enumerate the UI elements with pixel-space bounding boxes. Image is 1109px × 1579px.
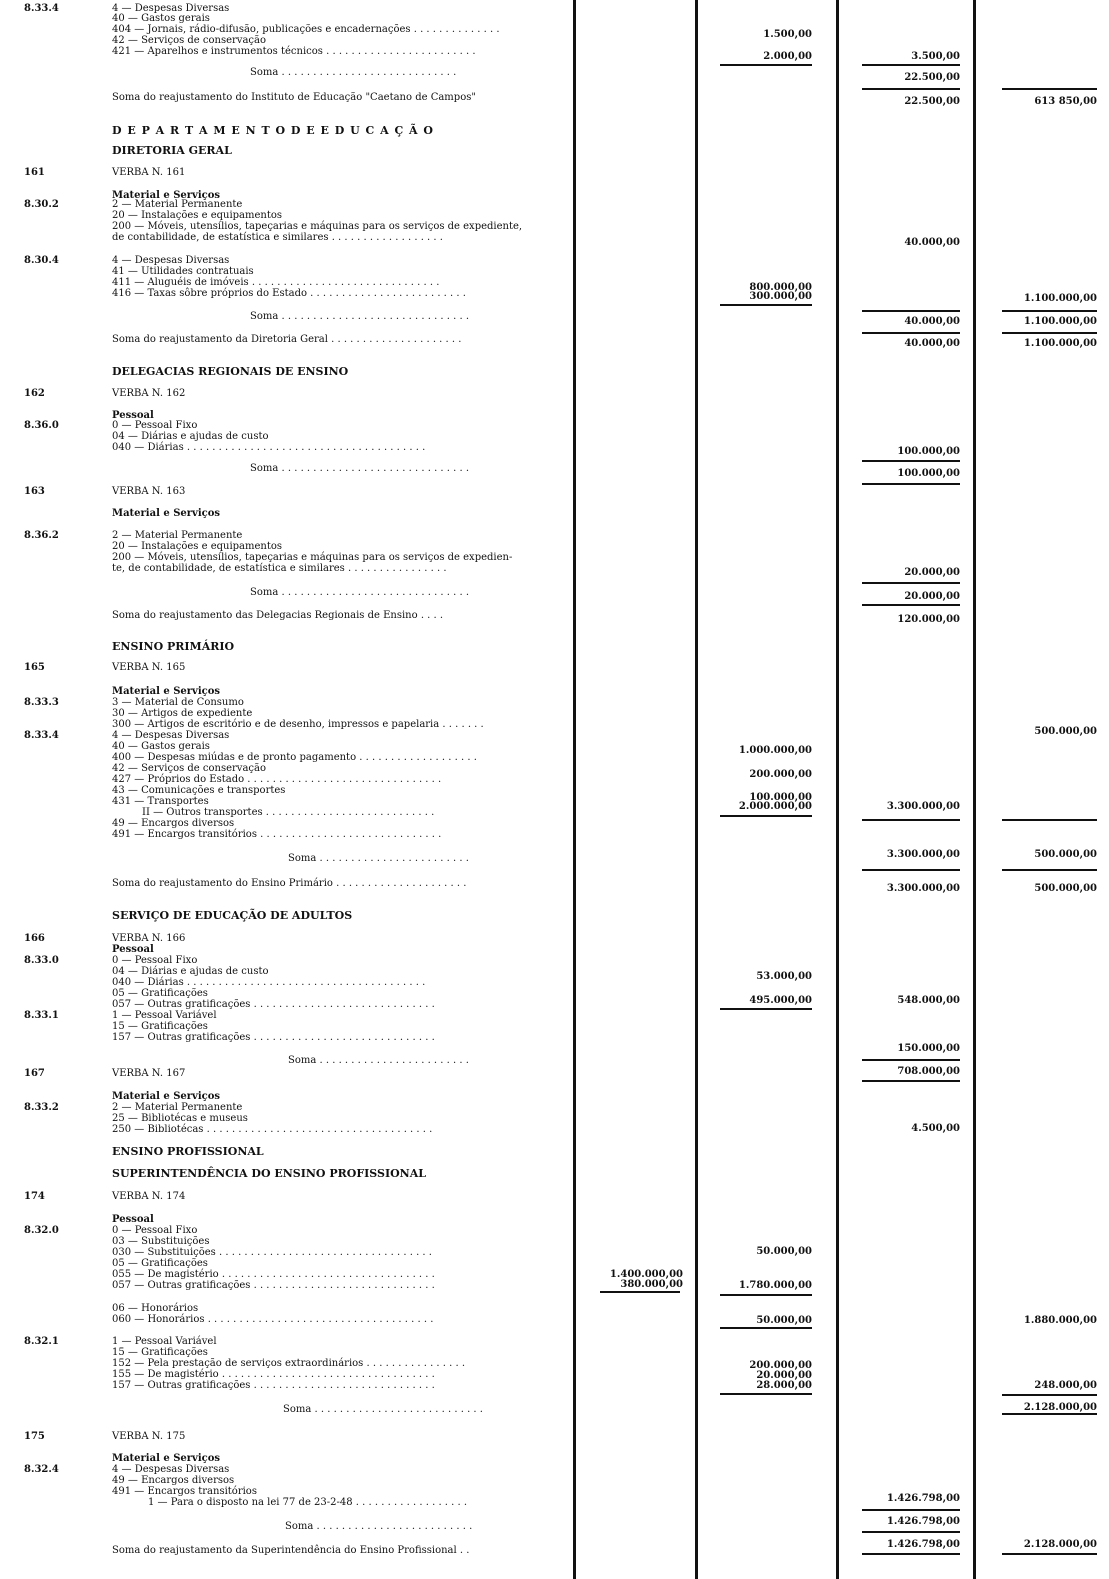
sum-rule [862, 1531, 960, 1533]
section-heading: SERVIÇO DE EDUCAÇÃO DE ADULTOS [112, 909, 353, 922]
budget-line: te, de contabilidade, de estatística e similares . . . . . . . . . . . . . . . . [112, 563, 447, 574]
account-code: 161 [24, 167, 45, 178]
budget-line: 2 — Material Permanente [112, 199, 243, 210]
budget-line: 250 — Bibliotécas . . . . . . . . . . . . . . . . . . . . . . . . . . . . . . . . . . . . [112, 1124, 433, 1135]
account-code: 175 [24, 1431, 45, 1442]
budget-line: 40 — Gastos gerais [112, 13, 210, 24]
budget-line: 411 — Aluguéis de imóveis . . . . . . . . . . . . . . . . . . . . . . . . . . . . . . [112, 277, 440, 288]
sum-rule [1002, 819, 1097, 821]
budget-line: 4 — Despesas Diversas [112, 1464, 230, 1475]
account-code: 166 [24, 933, 45, 944]
sum-rule [1002, 310, 1097, 312]
sum-rule [862, 88, 960, 90]
budget-line: 4 — Despesas Diversas [112, 3, 230, 14]
amount-value: 800.000,00 [749, 282, 812, 293]
budget-line: 060 — Honorários . . . . . . . . . . . . . . . . . . . . . . . . . . . . . . . . . . . . [112, 1314, 434, 1325]
budget-line: Soma do reajustamento da Diretoria Geral . . . . . . . . . . . . . . . . . . . . . [112, 334, 462, 345]
amount-value: 40.000,00 [904, 316, 960, 327]
amount-value: 1.100.000,00 [1023, 338, 1097, 349]
budget-line: 157 — Outras gratificações . . . . . . . . . . . . . . . . . . . . . . . . . . . . . [112, 1380, 435, 1391]
budget-line: 421 — Aparelhos e instrumentos técnicos . . . . . . . . . . . . . . . . . . . . . . . . [112, 46, 476, 57]
budget-line: Soma do reajustamento das Delegacias Regionais de Ensino . . . . [112, 610, 444, 621]
budget-line: Soma . . . . . . . . . . . . . . . . . . . . . . . . . . . . . . [250, 463, 470, 474]
amount-value: 1.426.798,00 [886, 1516, 960, 1527]
budget-line: 40 — Gastos gerais [112, 741, 210, 752]
section-heading: ENSINO PRIMÁRIO [112, 640, 235, 653]
budget-line: 2 — Material Permanente [112, 1102, 243, 1113]
sum-rule [1002, 1553, 1097, 1555]
account-code: 163 [24, 486, 45, 497]
column-divider-3 [836, 0, 839, 1579]
sum-rule [720, 1008, 812, 1010]
budget-line: 057 — Outras gratificações . . . . . . . . . . . . . . . . . . . . . . . . . . . . . [112, 1280, 435, 1291]
budget-line: 15 — Gratificações [112, 1347, 208, 1358]
budget-line: 03 — Substituições [112, 1236, 210, 1247]
amount-value: 22.500,00 [904, 96, 960, 107]
account-code: 8.33.4 [24, 730, 59, 741]
budget-line: Material e Serviços [112, 1091, 221, 1102]
sum-rule [1002, 869, 1097, 871]
budget-line: 1 — Pessoal Variável [112, 1010, 217, 1021]
budget-line: 05 — Gratificações [112, 1258, 208, 1269]
sum-rule [862, 483, 960, 485]
sum-rule [720, 1393, 812, 1395]
amount-value: 1.000.000,00 [738, 745, 812, 756]
budget-line: VERBA N. 162 [112, 388, 186, 399]
section-heading: SUPERINTENDÊNCIA DO ENSINO PROFISSIONAL [112, 1167, 426, 1180]
budget-line: 055 — De magistério . . . . . . . . . . . . . . . . . . . . . . . . . . . . . . . . . . [112, 1269, 435, 1280]
budget-line: 05 — Gratificações [112, 988, 208, 999]
budget-line: 040 — Diárias . . . . . . . . . . . . . . . . . . . . . . . . . . . . . . . . . . . . . . [112, 442, 426, 453]
amount-value: 495.000,00 [749, 995, 812, 1006]
sum-rule [720, 304, 812, 306]
budget-line: II — Outros transportes . . . . . . . . . . . . . . . . . . . . . . . . . . . [142, 807, 435, 818]
account-code: 8.36.2 [24, 530, 59, 541]
sum-rule [720, 64, 812, 66]
amount-value: 50.000,00 [756, 1315, 812, 1326]
budget-line: 040 — Diárias . . . . . . . . . . . . . . . . . . . . . . . . . . . . . . . . . . . . . . [112, 977, 426, 988]
budget-line: 3 — Material de Consumo [112, 697, 244, 708]
budget-line: Material e Serviços [112, 1453, 221, 1464]
amount-value: 40.000,00 [904, 338, 960, 349]
sum-rule [862, 819, 960, 821]
budget-line: 0 — Pessoal Fixo [112, 420, 198, 431]
account-code: 8.30.2 [24, 199, 59, 210]
amount-value: 3.300.000,00 [886, 849, 960, 860]
budget-line: VERBA N. 166 [112, 933, 186, 944]
account-code: 8.32.1 [24, 1336, 59, 1347]
budget-line: 20 — Instalações e equipamentos [112, 541, 283, 552]
column-divider-4 [973, 0, 976, 1579]
amount-value: 1.880.000,00 [1023, 1315, 1097, 1326]
budget-line: 1 — Pessoal Variável [112, 1336, 217, 1347]
budget-line: 4 — Despesas Diversas [112, 730, 230, 741]
amount-value: 708.000,00 [897, 1066, 960, 1077]
budget-line: VERBA N. 165 [112, 662, 186, 673]
budget-line: 155 — De magistério . . . . . . . . . . . . . . . . . . . . . . . . . . . . . . . . . . [112, 1369, 435, 1380]
amount-value: 2.000.000,00 [738, 801, 812, 812]
account-code: 8.33.1 [24, 1010, 59, 1021]
section-heading: DIRETORIA GERAL [112, 144, 232, 157]
sum-rule [862, 332, 960, 334]
amount-value: 3.300.000,00 [886, 883, 960, 894]
budget-line: 25 — Bibliotécas e museus [112, 1113, 248, 1124]
budget-line: 30 — Artigos de expediente [112, 708, 253, 719]
budget-line: Soma . . . . . . . . . . . . . . . . . . . . . . . . . [285, 1521, 473, 1532]
budget-line: 300 — Artigos de escritório e de desenho, impressos e papelaria . . . . . . . [112, 719, 484, 730]
column-divider-1 [573, 0, 576, 1579]
budget-line: 41 — Utilidades contratuais [112, 266, 254, 277]
budget-line: 49 — Encargos diversos [112, 818, 235, 829]
budget-line: VERBA N. 167 [112, 1068, 186, 1079]
amount-value: 248.000,00 [1034, 1380, 1097, 1391]
budget-line: 0 — Pessoal Fixo [112, 955, 198, 966]
budget-line: 42 — Serviços de conservação [112, 35, 266, 46]
sum-rule [1002, 332, 1097, 334]
budget-line: Material e Serviços [112, 508, 221, 519]
amount-value: 2.128.000,00 [1023, 1402, 1097, 1413]
amount-value: 1.100.000,00 [1023, 293, 1097, 304]
amount-value: 300.000,00 [749, 291, 812, 302]
budget-line: Soma . . . . . . . . . . . . . . . . . . . . . . . . . . . . . . [250, 311, 470, 322]
sum-rule [862, 1080, 960, 1082]
sum-rule [862, 604, 960, 606]
account-code: 8.33.2 [24, 1102, 59, 1113]
budget-line: 157 — Outras gratificações . . . . . . . . . . . . . . . . . . . . . . . . . . . . . [112, 1032, 435, 1043]
amount-value: 1.500,00 [763, 29, 812, 40]
sum-rule [862, 310, 960, 312]
amount-value: 1.400.000,00 [609, 1269, 683, 1280]
amount-value: 100.000,00 [897, 446, 960, 457]
sum-rule [862, 1509, 960, 1511]
budget-line: Soma do reajustamento do Ensino Primário . . . . . . . . . . . . . . . . . . . . . [112, 878, 467, 889]
budget-line: 491 — Encargos transitórios [112, 1486, 257, 1497]
budget-line: 43 — Comunicações e transportes [112, 785, 286, 796]
amount-value: 2.128.000,00 [1023, 1539, 1097, 1550]
sum-rule [1002, 1413, 1097, 1415]
budget-line: 20 — Instalações e equipamentos [112, 210, 283, 221]
sum-rule [862, 582, 960, 584]
sum-rule [1002, 1394, 1097, 1396]
sum-rule [862, 1059, 960, 1061]
amount-value: 2.000,00 [763, 51, 812, 62]
sum-rule [862, 869, 960, 871]
amount-value: 500.000,00 [1034, 849, 1097, 860]
budget-line: VERBA N. 161 [112, 167, 186, 178]
budget-line: 42 — Serviços de conservação [112, 763, 266, 774]
sum-rule [720, 1294, 812, 1296]
budget-line: 152 — Pela prestação de serviços extraordinários . . . . . . . . . . . . . . . . [112, 1358, 466, 1369]
amount-value: 22.500,00 [904, 72, 960, 83]
budget-line: 2 — Material Permanente [112, 530, 243, 541]
amount-value: 1.426.798,00 [886, 1493, 960, 1504]
budget-line: VERBA N. 174 [112, 1191, 186, 1202]
account-code: 167 [24, 1068, 45, 1079]
amount-value: 1.780.000,00 [738, 1280, 812, 1291]
budget-line: 04 — Diárias e ajudas de custo [112, 431, 269, 442]
account-code: 8.33.0 [24, 955, 59, 966]
budget-line: Soma do reajustamento da Superintendência do Ensino Profissional . . [112, 1545, 470, 1556]
budget-line: Material e Serviços [112, 190, 221, 201]
budget-line: 49 — Encargos diversos [112, 1475, 235, 1486]
account-code: 165 [24, 662, 45, 673]
budget-line: 400 — Despesas miúdas e de pronto pagamento . . . . . . . . . . . . . . . . . . . [112, 752, 477, 763]
budget-line: 200 — Móveis, utensílios, tapeçarias e máquinas para os serviços de expediente, [112, 221, 523, 232]
amount-value: 500.000,00 [1034, 726, 1097, 737]
account-code: 162 [24, 388, 45, 399]
budget-line: VERBA N. 175 [112, 1431, 186, 1442]
budget-line: 0 — Pessoal Fixo [112, 1225, 198, 1236]
budget-line: de contabilidade, de estatística e similares . . . . . . . . . . . . . . . . . . [112, 232, 443, 243]
sum-rule [600, 1291, 680, 1293]
budget-line: Pessoal [112, 1214, 154, 1225]
account-code: 8.32.4 [24, 1464, 59, 1475]
amount-value: 20.000,00 [904, 567, 960, 578]
account-code: 8.30.4 [24, 255, 59, 266]
amount-value: 100.000,00 [749, 792, 812, 803]
amount-value: 4.500,00 [911, 1123, 960, 1134]
amount-value: 613 850,00 [1034, 96, 1097, 107]
budget-line: VERBA N. 163 [112, 486, 186, 497]
amount-value: 20.000,00 [904, 591, 960, 602]
amount-value: 150.000,00 [897, 1043, 960, 1054]
amount-value: 100.000,00 [897, 468, 960, 479]
sum-rule [862, 1553, 960, 1555]
budget-line: Soma . . . . . . . . . . . . . . . . . . . . . . . . . . . . . . [250, 587, 470, 598]
amount-value: 200.000,00 [749, 1360, 812, 1371]
amount-value: 1.100.000,00 [1023, 316, 1097, 327]
budget-line: Soma . . . . . . . . . . . . . . . . . . . . . . . . [288, 853, 469, 864]
budget-line: 404 — Jornais, rádio-difusão, publicações e encadernações . . . . . . . . . . . . . . [112, 24, 500, 35]
amount-value: 53.000,00 [756, 971, 812, 982]
budget-line: Soma . . . . . . . . . . . . . . . . . . . . . . . . . . . . [250, 67, 457, 78]
budget-line: 04 — Diárias e ajudas de custo [112, 966, 269, 977]
amount-value: 20.000,00 [756, 1370, 812, 1381]
budget-line: Pessoal [112, 944, 154, 955]
budget-line: 4 — Despesas Diversas [112, 255, 230, 266]
budget-line: 030 — Substituições . . . . . . . . . . . . . . . . . . . . . . . . . . . . . . . . . . [112, 1247, 432, 1258]
section-heading: ENSINO PROFISSIONAL [112, 1145, 264, 1158]
column-divider-2 [695, 0, 698, 1579]
budget-line: Material e Serviços [112, 686, 221, 697]
section-heading: DELEGACIAS REGIONAIS DE ENSINO [112, 365, 349, 378]
section-heading: D E P A R T A M E N T O D E E D U C A Ç Ã O [112, 124, 434, 137]
amount-value: 548.000,00 [897, 995, 960, 1006]
budget-line: Soma do reajustamento do Instituto de Educação "Caetano de Campos" [112, 92, 476, 103]
budget-line: 057 — Outras gratificações . . . . . . . . . . . . . . . . . . . . . . . . . . . . . [112, 999, 435, 1010]
sum-rule [862, 460, 960, 462]
budget-line: 06 — Honorários [112, 1303, 199, 1314]
budget-line: 15 — Gratificações [112, 1021, 208, 1032]
amount-value: 3.500,00 [911, 51, 960, 62]
budget-line: 431 — Transportes [112, 796, 209, 807]
budget-line: 416 — Taxas sôbre próprios do Estado . . . . . . . . . . . . . . . . . . . . . . . . . [112, 288, 466, 299]
budget-line: Pessoal [112, 410, 154, 421]
amount-value: 50.000,00 [756, 1246, 812, 1257]
budget-line: 1 — Para o disposto na lei 77 de 23-2-48 . . . . . . . . . . . . . . . . . . [148, 1497, 468, 1508]
sum-rule [1002, 88, 1097, 90]
amount-value: 40.000,00 [904, 237, 960, 248]
amount-value: 3.300.000,00 [886, 801, 960, 812]
amount-value: 120.000,00 [897, 614, 960, 625]
budget-line: 427 — Próprios do Estado . . . . . . . . . . . . . . . . . . . . . . . . . . . . . . . [112, 774, 442, 785]
budget-line: Soma . . . . . . . . . . . . . . . . . . . . . . . . . . . [283, 1404, 483, 1415]
sum-rule [720, 815, 812, 817]
account-code: 8.33.4 [24, 3, 59, 14]
sum-rule [720, 1327, 812, 1329]
amount-value: 500.000,00 [1034, 883, 1097, 894]
account-code: 8.32.0 [24, 1225, 59, 1236]
amount-value: 28.000,00 [756, 1380, 812, 1391]
account-code: 174 [24, 1191, 45, 1202]
amount-value: 1.426.798,00 [886, 1539, 960, 1550]
account-code: 8.36.0 [24, 420, 59, 431]
amount-value: 380.000,00 [620, 1279, 683, 1290]
budget-line: Soma . . . . . . . . . . . . . . . . . . . . . . . . [288, 1055, 469, 1066]
account-code: 8.33.3 [24, 697, 59, 708]
sum-rule [862, 64, 960, 66]
budget-line: 491 — Encargos transitórios . . . . . . . . . . . . . . . . . . . . . . . . . . . . . [112, 829, 442, 840]
budget-line: 200 — Móveis, utensílios, tapeçarias e máquinas para os serviços de expedien- [112, 552, 513, 563]
amount-value: 200.000,00 [749, 769, 812, 780]
